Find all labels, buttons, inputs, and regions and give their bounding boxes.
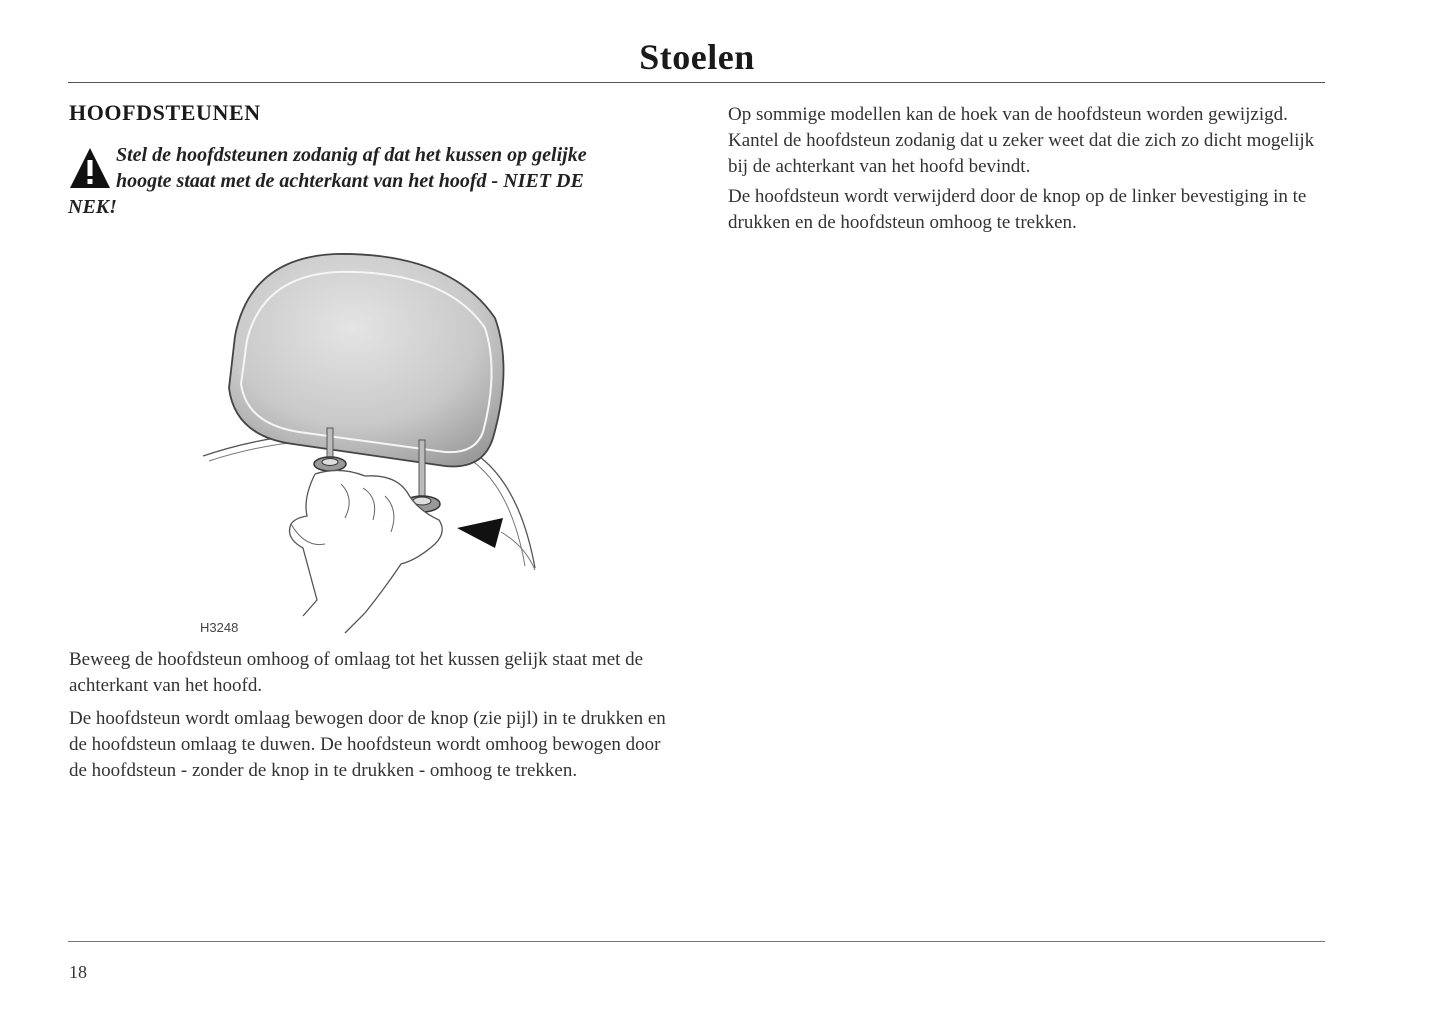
right-paragraph-2: De hoofdsteun wordt verwijderd door de knop op de linker bevestiging in te drukken en de hoofdsteun omhoog te trekken. — [728, 186, 1307, 233]
arrow-icon — [457, 518, 503, 548]
header-rule — [68, 82, 1325, 83]
page-number: 18 — [69, 962, 87, 982]
left-paragraph-1: Beweeg de hoofdsteun omhoog of omlaag tot het kussen gelijk staat met de achterkant van het hoofd. — [69, 649, 644, 696]
section-heading: HOOFDSTEUNEN — [69, 100, 261, 125]
warning-line-1: Stel de hoofdsteunen zodanig af dat het kussen op gelijke — [116, 144, 587, 166]
figure-code: H3248 — [200, 620, 239, 635]
headrest-illustration — [195, 248, 555, 643]
footer-rule — [68, 941, 1325, 942]
warning-block — [68, 142, 648, 220]
right-paragraph-1: Op sommige modellen kan de hoek van de hoofdsteun worden gewijzigd. Kantel de hoofdsteun zodanig dat u zeker weet dat die zich zo dicht mogelijk bij de achterkant van het hoofd bevindt. — [728, 104, 1315, 177]
left-paragraph-2: De hoofdsteun wordt omlaag bewogen door de knop (zie pijl) in te drukken en de hoofdsteun omlaag te duwen. De hoofdsteun wordt omhoog bewogen door de hoofdsteun - zonder de knop in te drukken - omhoog te trekken. — [69, 708, 666, 781]
page-title: Stoelen — [639, 37, 755, 77]
warning-triangle-icon — [68, 144, 112, 190]
warning-line-3: NEK! — [68, 196, 117, 218]
warning-line-2: hoogte staat met de achterkant van het hoofd - NIET DE — [116, 170, 584, 192]
